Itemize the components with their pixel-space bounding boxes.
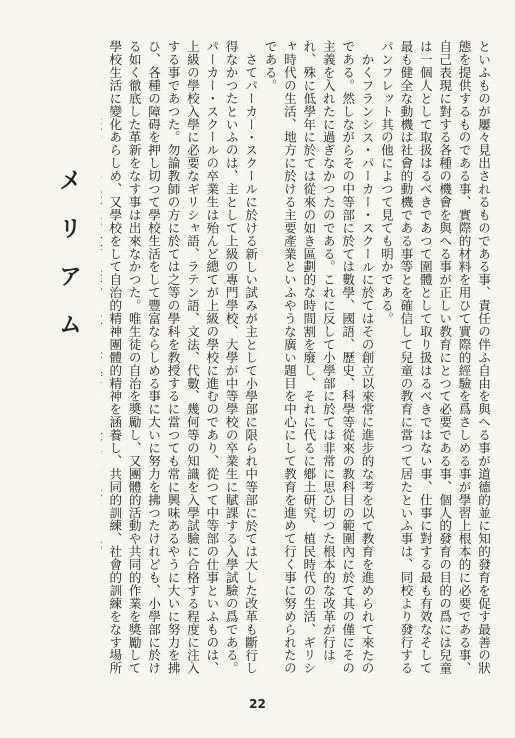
paragraph-2: かくフランシス・パーカー・スクールに於てはその創立以來常に進步的な考を以て教育を進められて來たのである。然しながらその中等部に於ては數學、國語、歷史、科學等從來の教科目の範圍內に於て其の僅にその主義を入れたに過ぎなかつたのである。これに反して小學部に於ては非常に思ひ切つた根本的な改革が行はれ、殊に低學年に於ては從來の如き區劃的な時間割を廢し、それに代るに鄕土研究、植民時代の生活、ギリシャ時代の生活、地方に於ける主要產業といふやうな廣い題目を中心にして教育を進めて行く事に努められたのである。 <box>262 40 375 675</box>
body-text <box>101 40 493 680</box>
paragraph-1: といふものが屢々見出されるものである事、責任の伴ふ自由を與へる事が道德的並に知的發育を促す最善の狀態を提供するものである事、實際的材料を用ひて實際的經驗を爲さしめる事が學習上根本的に必要である事、自己表現に對する各種の機會を與へる事が正しい教育にとつて必要である事、個人的發育の目的の爲には兒童は一個人として取扱はるべきであつて圍體として取り扱はるべきではない事、仕事に對する最も有效なそして最も健全な動機は社會的動機である事等とを確信して兒童の教育に當つて居たといふ事は、同校より發行するパンフレット其の他によつて見ても明かである。 <box>378 40 491 675</box>
paragraph-3: さてパーカー・スクールに於ける新しい試みが主として小學部に限られ中等部に於ては大した改革も斷行し得なかつたといふのは、主として上級の專門學校、大學が中等學校の卒業生に賦課する入學試驗の爲である。パーカー・スクールの卒業生は殆んど總てが上級の學校に進むのであり、從つて中等部の仕事といふものは、上級の學校入學に必要なギリシャ語、ラテン語、文法、代數、幾何等の知識を入學試驗に合格する程度に注入する事であつた。勿論教師の方に於ては之等の學科を教授するに當つても常に興味あるやうに大いに努力を拂ひ、各種の障碍を押し切つて學校生活をして豐富ならしめる事に大いに努力を拂つたけれども、小學部に於ける如く徹底した革新をなす事は出來なかつた。唯生徒の自治を奬勵し、又團體的活動や共同的作業を獎勵して學校生活に變化あらしめ、又學校をして自治的精神團體的精神を涵養し、共同的訓練、社會的訓練をなす場所 <box>107 40 259 675</box>
section-heading: メリアム <box>55 168 82 360</box>
page-number: 22 <box>249 697 266 711</box>
